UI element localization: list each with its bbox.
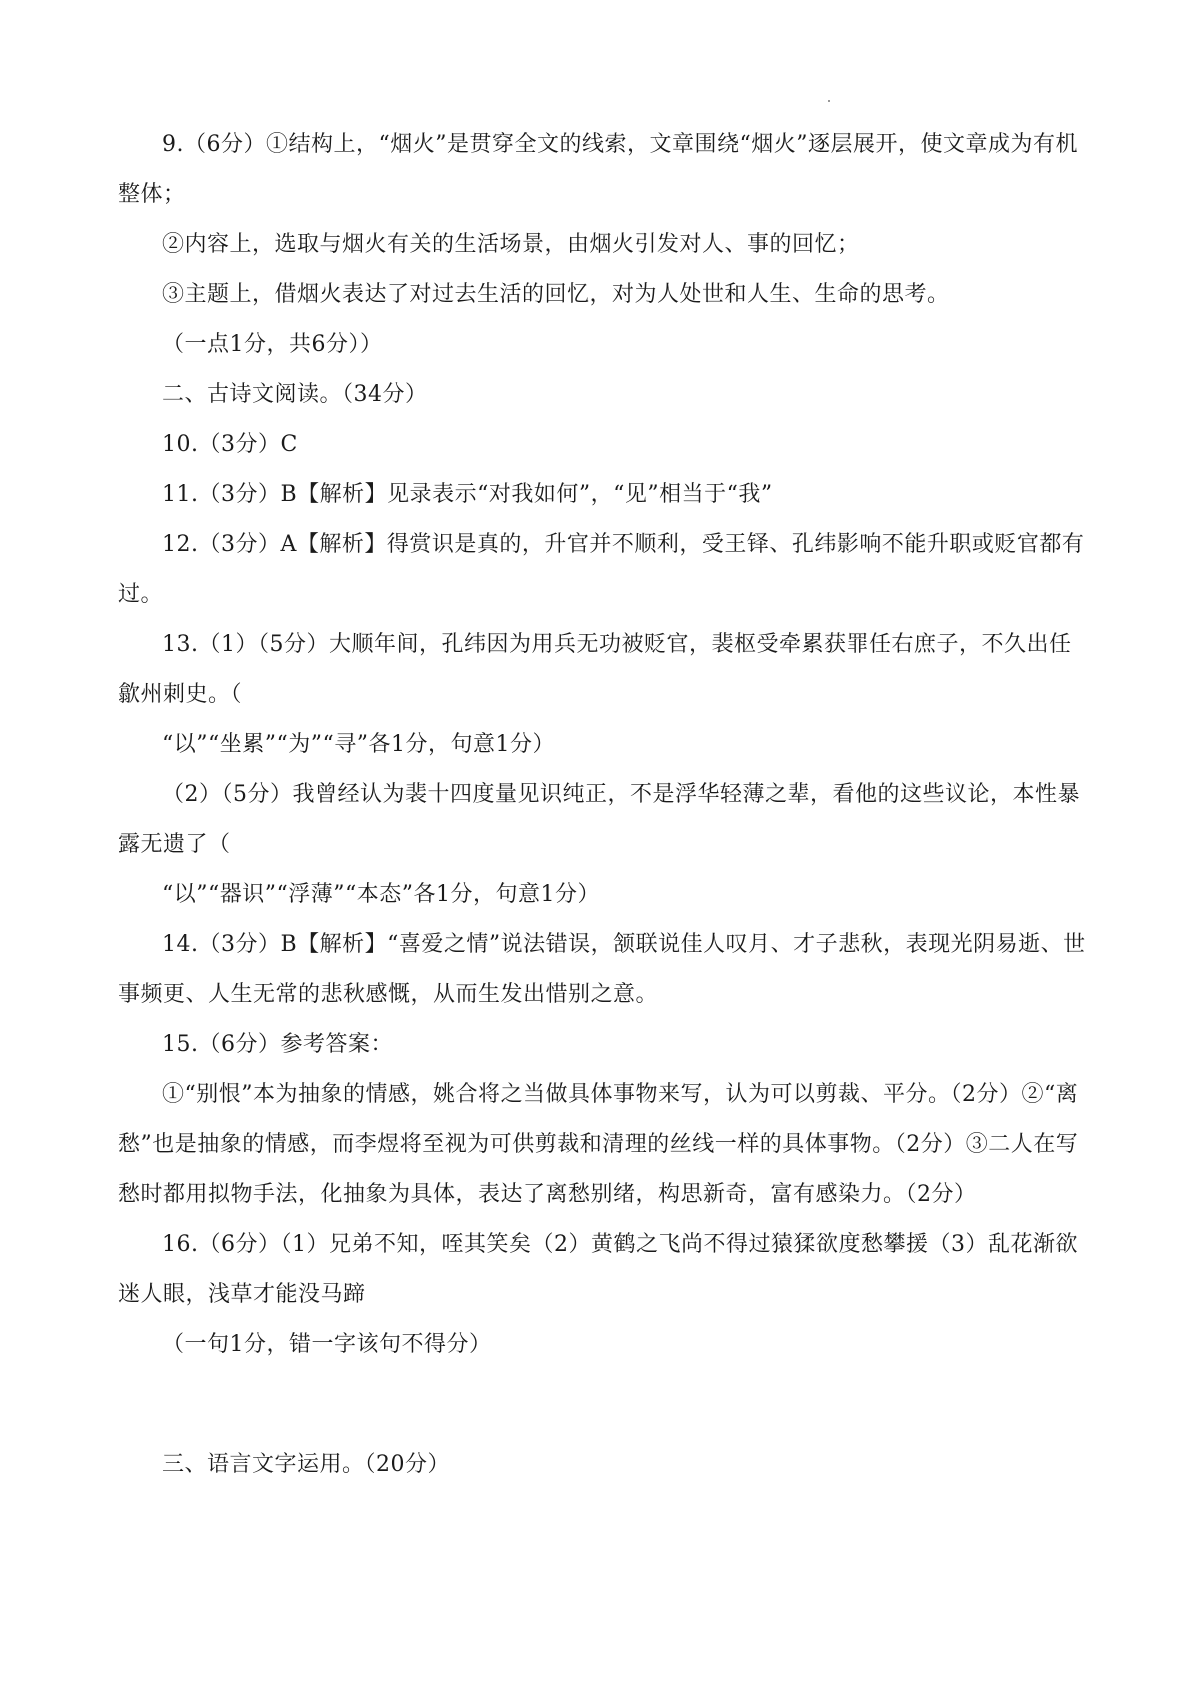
answer-9-point-3: ③主题上，借烟火表达了对过去生活的回忆，对为人处世和人生、生命的思考。 [162, 282, 950, 307]
answer-16-scoring: （一句1分，错一字该句不得分） [162, 1332, 492, 1357]
answer-13-1-scoring: “以”“坐累”“为”“寻”各1分，句意1分） [162, 732, 555, 757]
answer-9-point-2: ②内容上，选取与烟火有关的生活场景，由烟火引发对人、事的回忆； [162, 232, 860, 257]
section-3-heading: 三、语言文字运用。（20分） [162, 1452, 450, 1477]
answer-15-detail: ①“别恨”本为抽象的情感，姚合将之当做具体事物来写，认为可以剪裁、平分。（2分）②“离愁”也是抽象的情感，而李煜将至视为可供剪裁和清理的丝线一样的具体事物。（2分）③二人在写愁时都用拟物手法，化抽象为具体，表达了离愁别绪，构思新奇，富有感染力。（2分） [118, 1082, 1079, 1207]
answer-13-2-scoring: “以”“器识”“浮薄”“本态”各1分，句意1分） [162, 882, 600, 907]
answer-9-scoring: （一点1分，共6分）） [162, 332, 383, 357]
scan-dot [828, 100, 830, 102]
section-2-heading: 二、古诗文阅读。（34分） [162, 382, 428, 407]
answer-11: 11.（3分）B【解析】见录表示“对我如何”，“见”相当于“我” [162, 482, 773, 507]
answer-9: 9.（6分）①结构上，“烟火”是贯穿全文的线索，文章围绕“烟火”逐层展开，使文章成为有机整体； [118, 132, 1078, 207]
answer-content [118, 120, 1090, 1490]
answer-15: 15.（6分）参考答案： [162, 1032, 393, 1057]
answer-14: 14.（3分）B【解析】“喜爱之情”说法错误，颔联说佳人叹月、才子悲秋，表现光阴易逝、世事频更、人生无常的悲秋感慨，从而生发出惜别之意。 [118, 932, 1086, 1007]
spacer [118, 1370, 1090, 1440]
answer-13-1: 13.（1）（5分）大顺年间，孔纬因为用兵无功被贬官，裴枢受牵累获罪任右庶子，不久出任歙州刺史。（ [118, 632, 1072, 707]
answer-12: 12.（3分）A【解析】得赏识是真的，升官并不顺利，受王铎、孔纬影响不能升职或贬官都有过。 [118, 532, 1085, 607]
answer-16: 16.（6分）（1）兄弟不知，咥其笑矣（2）黄鹤之飞尚不得过猿猱欲度愁攀援（3）乱花渐欲迷人眼，浅草才能没马蹄 [118, 1232, 1078, 1307]
answer-10: 10.（3分）C [162, 432, 298, 457]
answer-13-2: （2）（5分）我曾经认为裴十四度量见识纯正，不是浮华轻薄之辈，看他的这些议论，本性暴露无遗了（ [118, 782, 1080, 857]
